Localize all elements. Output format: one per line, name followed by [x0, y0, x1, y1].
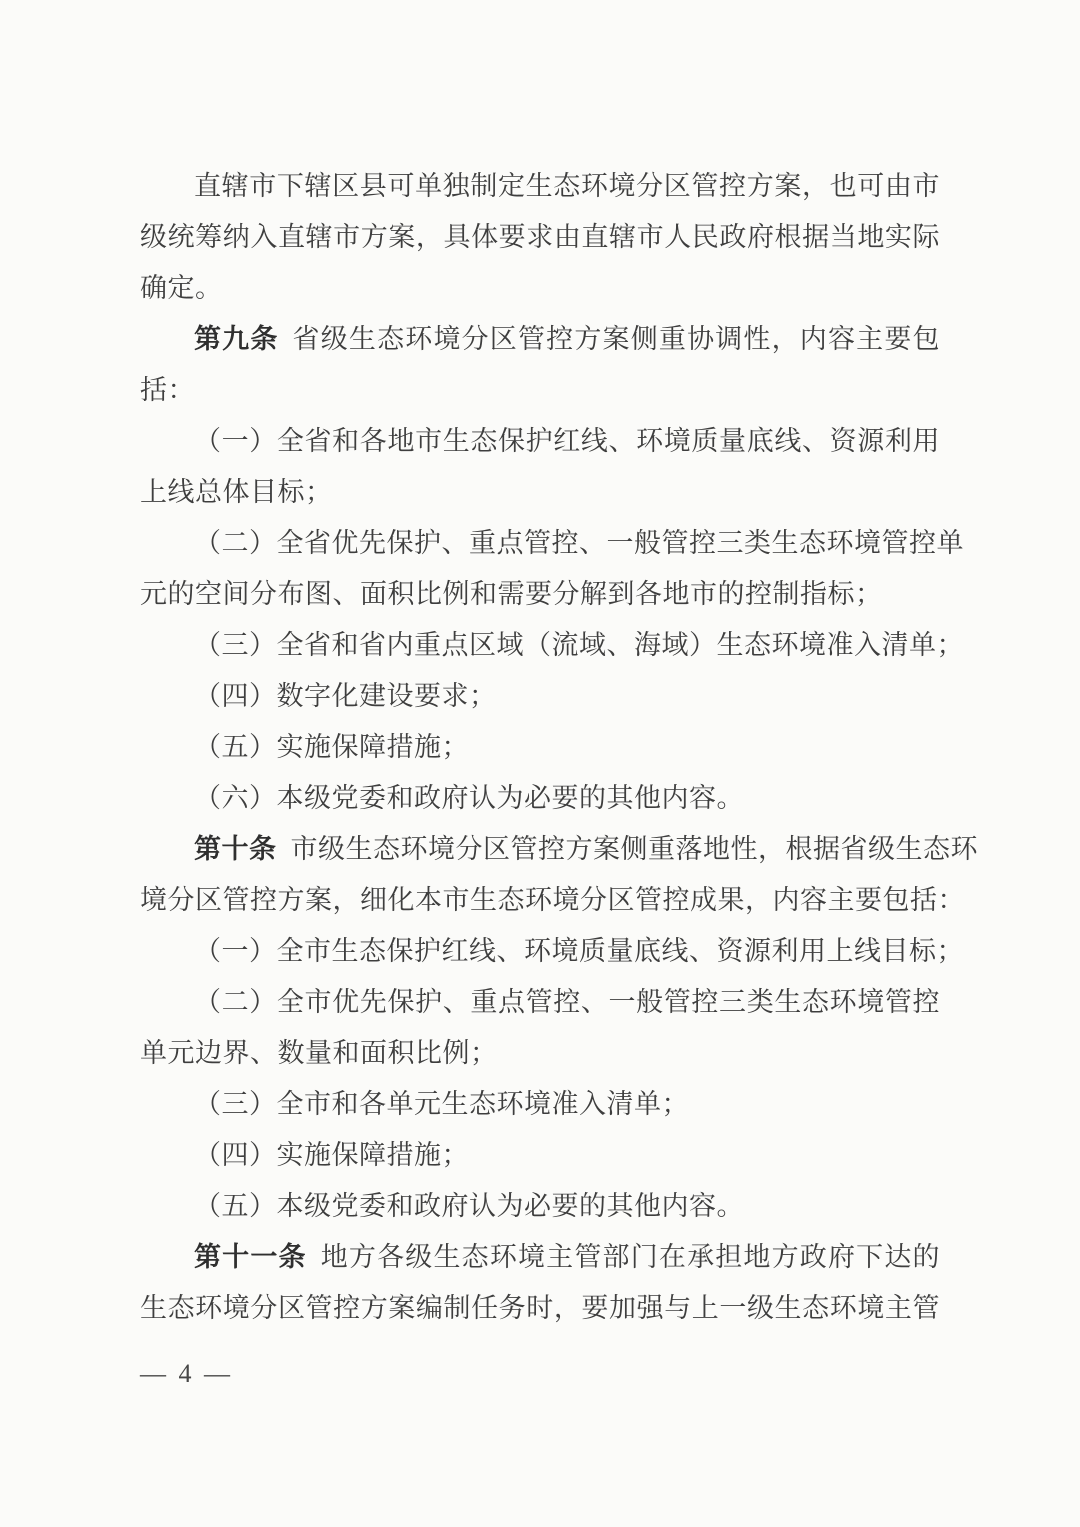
body-text: 单元边界、数量和面积比例； [140, 1038, 498, 1068]
body-text: 省级生态环境分区管控方案侧重协调性，内容主要包 [292, 324, 941, 354]
text-line [140, 977, 940, 1028]
body-text: 元的空间分布图、面积比例和需要分解到各地市的控制指标； [140, 579, 883, 609]
text-line [140, 569, 940, 620]
text-line [140, 1079, 940, 1130]
text-line [140, 161, 940, 212]
body-text: （二）全省优先保护、重点管控、一般管控三类生态环境管控单 [194, 528, 964, 558]
text-line [140, 212, 940, 263]
text-line [140, 671, 940, 722]
text-line [140, 518, 964, 569]
text-line [140, 416, 940, 467]
text-line [140, 875, 965, 926]
body-text: （三）全市和各单元生态环境准入清单； [194, 1089, 689, 1119]
body-text: （六）本级党委和政府认为必要的其他内容。 [194, 783, 744, 813]
body-text: （一）全市生态保护红线、环境质量底线、资源利用上线目标； [194, 936, 964, 966]
text-line [140, 1232, 940, 1283]
body-text: （五）本级党委和政府认为必要的其他内容。 [194, 1191, 744, 1221]
article-number: 第九条 [194, 324, 279, 354]
text-line [140, 1028, 940, 1079]
text-line [140, 1181, 940, 1232]
text-line [140, 620, 964, 671]
text-line [140, 824, 978, 875]
body-text: （一）全省和各地市生态保护红线、环境质量底线、资源利用 [194, 426, 940, 456]
article-number: 第十条 [194, 834, 277, 864]
text-block [140, 161, 978, 1334]
text-line [140, 722, 940, 773]
text-line [140, 1130, 940, 1181]
page-number: — 4 — [140, 1359, 233, 1388]
body-text: 括： [140, 375, 195, 405]
body-text: （四）数字化建设要求； [194, 681, 497, 711]
body-text: 直辖市下辖区县可单独制定生态环境分区管控方案，也可由市 [194, 171, 940, 201]
text-line [140, 1283, 940, 1334]
body-text: （三）全省和省内重点区域（流域、海域）生态环境准入清单； [194, 630, 964, 660]
body-text: 级统筹纳入直辖市方案，具体要求由直辖市人民政府根据当地实际 [140, 222, 940, 252]
text-line [140, 263, 940, 314]
article-number: 第十一条 [194, 1242, 307, 1272]
text-line [140, 365, 940, 416]
body-text: （五）实施保障措施； [194, 732, 469, 762]
body-text: 境分区管控方案，细化本市生态环境分区管控成果，内容主要包括： [140, 885, 965, 915]
body-text: （二）全市优先保护、重点管控、一般管控三类生态环境管控 [194, 987, 940, 1017]
page-footer [140, 1353, 940, 1395]
body-text: 市级生态环境分区管控方案侧重落地性，根据省级生态环 [290, 834, 978, 864]
body-text: （四）实施保障措施； [194, 1140, 469, 1170]
text-line [140, 926, 964, 977]
text-line [140, 773, 940, 824]
text-line [140, 314, 940, 365]
body-text: 生态环境分区管控方案编制任务时，要加强与上一级生态环境主管 [140, 1293, 940, 1323]
text-line [140, 467, 940, 518]
body-text: 确定。 [140, 273, 223, 303]
body-text: 地方各级生态环境主管部门在承担地方政府下达的 [320, 1242, 941, 1272]
body-text: 上线总体目标； [140, 477, 333, 507]
